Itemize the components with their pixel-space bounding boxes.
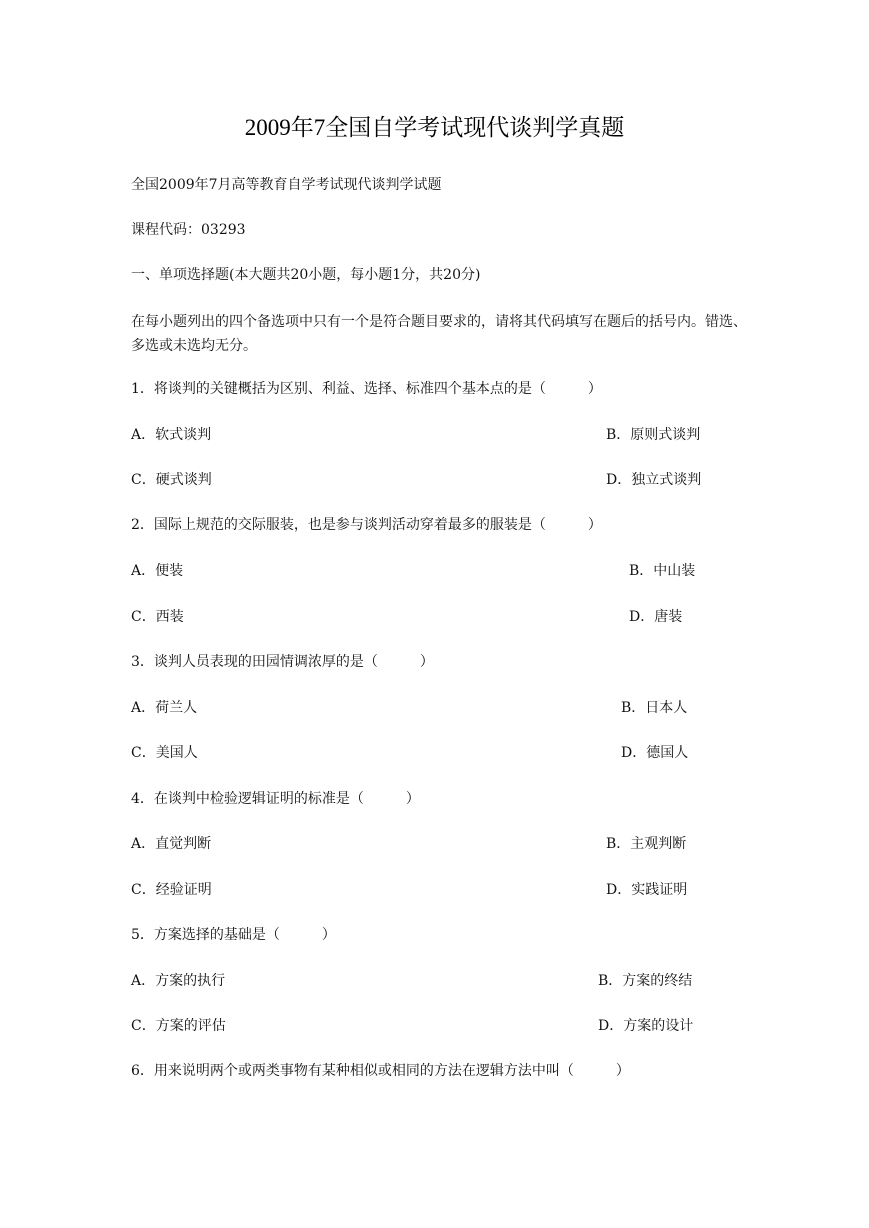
option-a: A．便装 (131, 563, 184, 579)
option-b: B．原则式谈判 (606, 427, 701, 443)
option-b: B．中山装 (629, 563, 696, 579)
option-b: B．日本人 (621, 700, 688, 716)
option-d: D．德国人 (621, 745, 689, 761)
option-c: C．西装 (131, 609, 184, 625)
instructions: 在每小题列出的四个备选项中只有一个是符合题目要求的，请将其代码填写在题后的括号内。错选、多选或未选均无分。 (131, 314, 747, 354)
option-d: D．独立式谈判 (606, 472, 702, 488)
option-a: A．直觉判断 (131, 836, 212, 852)
question-stem: 3．谈判人员表现的田园情调浓厚的是（ ） (131, 654, 434, 670)
option-d: D．实践证明 (606, 882, 688, 898)
question-stem: 4．在谈判中检验逻辑证明的标准是（ ） (131, 791, 420, 807)
option-b: B．主观判断 (606, 836, 687, 852)
option-a: A．软式谈判 (131, 427, 212, 443)
page-title: 2009年7全国自学考试现代谈判学真题 (244, 115, 625, 140)
question-stem: 5．方案选择的基础是（ ） (131, 927, 336, 943)
question-stem: 2．国际上规范的交际服装，也是参与谈判活动穿着最多的服装是（ ） (131, 517, 602, 533)
option-c: C．方案的评估 (131, 1018, 226, 1034)
option-a: A．荷兰人 (131, 700, 198, 716)
option-c: C．经验证明 (131, 882, 212, 898)
option-c: C．美国人 (131, 745, 198, 761)
option-a: A．方案的执行 (131, 973, 226, 989)
option-c: C．硬式谈判 (131, 472, 212, 488)
question-stem: 1．将谈判的关键概括为区别、利益、选择、标准四个基本点的是（ ） (131, 381, 602, 397)
exam-subtitle: 全国2009年7月高等教育自学考试现代谈判学试题 (131, 177, 442, 193)
option-b: B．方案的终结 (598, 973, 693, 989)
section-heading: 一、单项选择题(本大题共20小题，每小题1分，共20分) (131, 267, 481, 283)
course-code: 课程代码：03293 (131, 222, 246, 238)
option-d: D．唐装 (629, 609, 683, 625)
option-d: D．方案的设计 (598, 1018, 694, 1034)
question-stem: 6．用来说明两个或两类事物有某种相似或相同的方法在逻辑方法中叫（ ） (131, 1063, 630, 1079)
